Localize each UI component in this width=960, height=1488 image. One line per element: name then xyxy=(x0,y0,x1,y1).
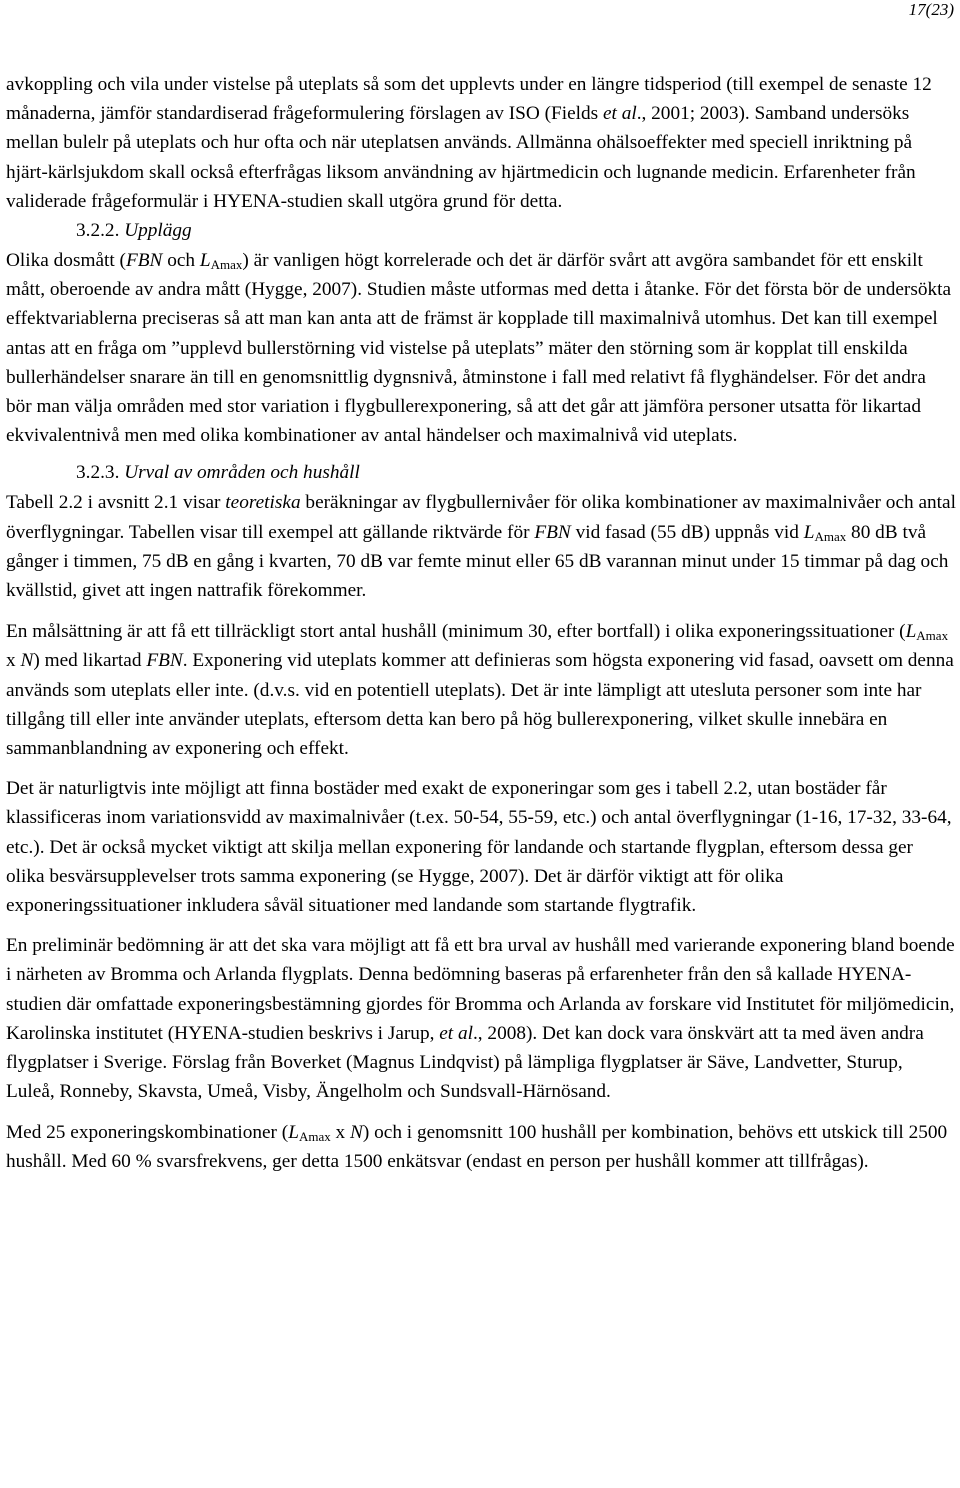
kombinationer-paragraph xyxy=(6,1118,956,1176)
intro-text: avkoppling och vila under vistelse på uteplats så som det upplevts under en längre tidsperiod (till exempel de senaste 12 månaderna, jämför standardiserad frågeformulering förslagen av ISO (Fields xyxy=(6,74,932,125)
amax-subscript: Amax xyxy=(298,1128,331,1144)
amax-subscript: Amax xyxy=(814,528,847,544)
fbn-term: FBN xyxy=(125,250,163,272)
text: och xyxy=(162,250,200,272)
tabell-paragraph xyxy=(6,488,956,605)
text: ., 2008). Det kan dock vara önskvärt att ta med även andra flygplatser i Sverige. Förslag från Boverket (Magnus Lindqvist) på lämpliga flygplatser är Säve, Landvetter, Sturup, Luleå, Ronneby, Skavsta, Umeå, Visby, Ängelholm och Sundsvall-Härnösand. xyxy=(6,1022,924,1103)
amax-subscript: Amax xyxy=(916,628,949,644)
l-term: L xyxy=(905,621,917,643)
upplagg-paragraph xyxy=(6,246,956,450)
text: ) och i genomsnitt 100 hushåll per kombination, behövs ett utskick till 2500 hushåll. Med 60 % svarsfrekvens, ger detta 1500 enkätsvar (endast en person per hushåll kommer att tillfrågas). xyxy=(6,1121,948,1172)
text: ) är vanligen högt korrelerade och det är därför svårt att avgöra sambandet för ett enskilt mått, oberoende av andra mått (Hygge, 2007). Studien måste utformas med detta i åtanke. För det första bör de undersökta effektvariablerna preciseras så att man kan anta att de främst är kopplade till maximalnivå utomhus. Det kan till exempel antas att en fråga om ”upplevd bullerstörning vid vistelse på uteplats” mäter den störning som är kopplat till enskilda bullerhändelser snarare än till en genomsnittlig dygnsnivå, åtminstone i fall med relativt få flyghändelser. För det andra bör man välja områden med stor variation i flygbullerexponering, så att det går att jämföra personer utsatta för likartad ekvivalentnivå men med olika kombinationer av antal händelser och maximalnivå vid uteplats. xyxy=(6,250,952,447)
fbn-term: FBN xyxy=(146,650,183,672)
text: 80 dB två gånger i timmen, 75 dB en gång i kvarten, 70 dB var femte minut eller 65 dB varannan minut under 15 timmar på dag och kvällstid, givet att ingen nattrafik förekommer. xyxy=(6,521,949,602)
naturligtvis-paragraph: Det är naturligtvis inte möjligt att finna bostäder med exakt de exponeringar som ges i tabell 2.2, utan bostäder får klassificeras inom variationsvidd av maximalnivåer (t.ex. 50-54, 55-59, etc.) och antal överflygningar (1-16, 17-32, 33-64, etc.). Det är också mycket viktigt att skilja mellan exponering för landande och startande flygplan, eftersom dessa ger olika besvärsupplevelser trots samma exponering (se Hygge, 2007). Det är därför viktigt att för olika exponeringssituationer inkludera såväl situationer med landande som startande flygtrafik. xyxy=(6,778,952,917)
text: x xyxy=(6,650,21,672)
preliminar-paragraph xyxy=(6,931,956,1106)
l-term: L xyxy=(199,250,211,272)
text: Olika dosmått ( xyxy=(6,250,126,272)
text: . Exponering vid uteplats kommer att definieras som högsta exponering vid fasad, oavsett om denna används som uteplats eller inte. (d.v.s. vid en potentiell uteplats). Det är inte lämpligt att utesluta personer som inte har tillgång till eller inte använder uteplats, eftersom detta kan bero på hög bullerexponering, vilket skulle innebära en sammanblandning av exponering och effekt. xyxy=(6,650,954,760)
n-term: N xyxy=(20,650,34,672)
intro-text-end: ., 2001; 2003). Samband undersöks mellan bulelr på uteplats och hur ofta och när uteplatsen används. Allmänna ohälsoeffekter med speciell inriktning på hjärt-kärlsjukdom skall också efterfrågas liksom användning av hjärtmedicin och lugnande medicin. Erfarenheter från validerade frågeformulär i HYENA-studien skall utgöra grund för detta. xyxy=(6,103,916,212)
text: En preliminär bedömning är att det ska vara möjligt att få ett bra urval av hushåll med varierande exponering bland boende i närheten av Bromma och Arlanda flygplats. Denna bedömning baseras på erfarenheter från den så kallade HYENA-studien där omfattade exponeringsbestämning gjordes för Bromma och Arlanda av forskare vid Institutet för miljömedicin, Karolinska institutet (HYENA-studien beskrivs i Jarup, xyxy=(6,935,955,1044)
amax-subscript: Amax xyxy=(210,257,243,273)
heading-3-2-2 xyxy=(6,216,956,246)
et-al: et al xyxy=(439,1022,473,1044)
text: ) med likartad xyxy=(33,650,147,672)
heading-title: Upplägg xyxy=(124,220,192,242)
text: x xyxy=(330,1121,350,1143)
heading-number: 3.2.3. xyxy=(76,462,125,484)
l-term: L xyxy=(803,521,815,543)
document-body xyxy=(6,70,956,1176)
heading-title: Urval av områden och hushåll xyxy=(124,462,360,484)
fbn-term: FBN xyxy=(534,521,571,543)
et-al: et al xyxy=(602,103,637,125)
l-term: L xyxy=(288,1121,299,1143)
text: beräkningar av flygbullernivåer för olika kombinationer av maximalnivåer och antal överflygningar. Tabellen visar till exempel att gällande riktvärde för xyxy=(6,492,956,543)
text: vid fasad (55 dB) uppnås vid xyxy=(570,521,804,543)
emphasis: teoretiska xyxy=(225,492,301,514)
text: Med 25 exponeringskombinationer ( xyxy=(6,1121,289,1143)
heading-3-2-3 xyxy=(6,458,956,488)
page-number: 17(23) xyxy=(908,0,954,19)
text: En målsättning är att få ett tillräckligt stort antal hushåll (minimum 30, efter bortfall) i olika exponeringssituationer ( xyxy=(6,621,906,643)
text: Tabell 2.2 i avsnitt 2.1 visar xyxy=(6,492,226,514)
heading-number: 3.2.2. xyxy=(76,220,125,242)
malsattning-paragraph xyxy=(6,617,956,763)
intro-paragraph xyxy=(6,70,956,216)
n-term: N xyxy=(350,1121,363,1143)
